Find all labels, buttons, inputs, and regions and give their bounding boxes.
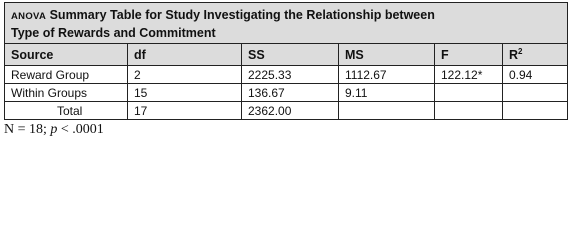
header-f: F [435,44,503,66]
header-r2 [503,44,568,66]
note-p-value: < .0001 [57,122,104,137]
header-source: Source [5,44,128,66]
table-row [5,84,568,102]
table-note [4,122,567,138]
title-line-1: Summary Table for Study Investigating the Relationship between [49,7,435,22]
anova-summary-table [4,2,568,120]
header-r2-superscript: 2 [518,46,523,56]
table-row [5,102,568,120]
cell-r2 [503,84,568,102]
cell-ms [339,102,435,120]
anova-table-container [4,2,567,138]
cell-df: 15 [128,84,242,102]
cell-ss: 2225.33 [242,66,339,84]
cell-f [435,84,503,102]
title-line-2: Type of Rewards and Commitment [11,25,216,40]
cell-df: 17 [128,102,242,120]
header-df: df [128,44,242,66]
cell-ms: 9.11 [339,84,435,102]
note-n: N = 18; [4,122,51,137]
cell-source: Reward Group [5,66,128,84]
note-p-symbol: p [50,122,58,137]
cell-f: 122.12* [435,66,503,84]
header-ss: SS [242,44,339,66]
cell-ms: 1112.67 [339,66,435,84]
cell-source: Within Groups [5,84,128,102]
header-r2-base: R [509,47,519,62]
cell-df: 2 [128,66,242,84]
header-ms: MS [339,44,435,66]
title-prefix: ANOVA [11,10,47,22]
cell-ss: 136.67 [242,84,339,102]
table-title [5,3,568,44]
cell-source-total: Total [5,102,128,120]
cell-ss: 2362.00 [242,102,339,120]
table-row [5,66,568,84]
cell-r2 [503,102,568,120]
cell-r2: 0.94 [503,66,568,84]
header-row [5,44,568,66]
cell-f [435,102,503,120]
